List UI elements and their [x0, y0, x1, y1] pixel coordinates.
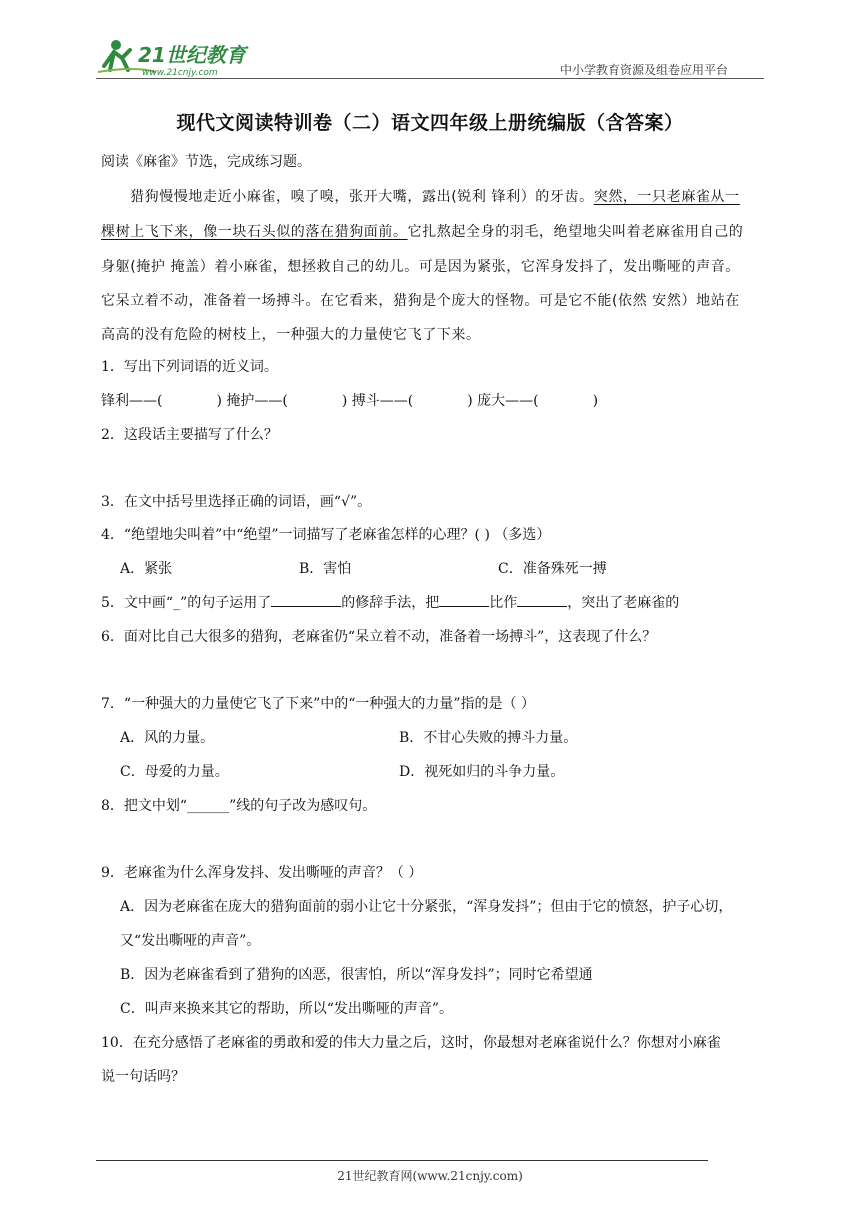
- synonym-item: 锋利——(: [101, 393, 163, 409]
- question-7-option-a: A．风的力量。: [120, 730, 215, 746]
- question-9-option-c: C．叫声来换来其它的帮助，所以“发出嘶哑的声音”。: [120, 1001, 454, 1017]
- footer-divider: [96, 1160, 708, 1161]
- passage-line-1: [130, 186, 740, 206]
- page-title: 现代文阅读特训卷（二）语文四年级上册统编版（含答案）: [176, 112, 684, 134]
- question-1-items: [101, 390, 598, 410]
- footer-text: 21世纪教育网(www.21cnjy.com): [337, 1169, 523, 1183]
- passage-underlined-text: 棵树上飞下来，像一块石头似的落在猎狗面前。: [101, 224, 408, 240]
- question-9: 9．老麻雀为什么浑身发抖、发出嘶哑的声音？（ ）: [101, 865, 423, 881]
- passage-underlined-text: 突然，一只老麻雀从一: [593, 189, 740, 205]
- question-9-option-b: B．因为老麻雀看到了猎狗的凶恶，很害怕，所以“浑身发抖”；同时它希望通: [120, 967, 593, 983]
- logo: [96, 36, 256, 80]
- question-2: 2．这段话主要描写了什么？: [101, 427, 278, 443]
- question-7-option-c: C．母爱的力量。: [120, 764, 229, 780]
- synonym-item: ) 搏斗——(: [341, 393, 414, 409]
- logo-text: 21世纪教育: [138, 43, 246, 67]
- header-divider: [96, 78, 764, 79]
- passage-line-3: 身躯(掩护 掩盖）着小麻雀，想拯救自己的幼儿。可是因为紧张，它浑身发抖了，发出嘶哑的声音。: [101, 259, 740, 275]
- synonym-item: ): [592, 393, 599, 409]
- passage-line-4: 它呆立着不动，准备着一场搏斗。在它看来，猎狗是个庞大的怪物。可是它不能(依然 安然）地站在: [101, 293, 740, 309]
- question-4-option-b: B．害怕: [299, 561, 352, 577]
- passage-line-2: [101, 221, 743, 241]
- question-8: 8．把文中划“______”线的句子改为感叹句。: [101, 798, 377, 814]
- question-7: 7．“一种强大的力量使它飞了下来”中的“一种强大的力量”指的是（ ）: [101, 696, 535, 712]
- question-7-option-b: B．不甘心失败的搏斗力量。: [399, 730, 578, 746]
- passage-line-5: 高高的没有危险的树枝上，一种强大的力量使它飞了下来。: [101, 327, 481, 343]
- answer-blank[interactable]: [271, 592, 341, 607]
- passage-text: 它扎熬起全身的羽毛，绝望地尖叫着老麻雀用自己的: [407, 224, 744, 240]
- synonym-item: ) 掩护——(: [216, 393, 288, 409]
- intro-text: 阅读《麻雀》节选，完成练习题。: [101, 154, 311, 170]
- question-4: 4．“绝望地尖叫着”中“绝望”一词描写了老麻雀怎样的心理？( ) （多选）: [101, 527, 551, 543]
- runner-logo-icon: [96, 36, 256, 80]
- question-4-option-a: A．紧张: [120, 561, 173, 577]
- passage-text: 猎狗慢慢地走近小麻雀，嗅了嗅，张开大嘴，露出(锐利 锋利）的牙齿。: [130, 189, 594, 205]
- question-7-option-d: D．视死如归的斗争力量。: [399, 764, 565, 780]
- synonym-item: ) 庞大——(: [467, 393, 539, 409]
- question-9-option-a-line2: 又“发出嘶哑的声音”。: [120, 933, 261, 949]
- question-5-text: ，突出了老麻雀的: [567, 595, 680, 611]
- answer-blank[interactable]: [517, 592, 567, 607]
- question-1: 1．写出下列词语的近义词。: [101, 359, 278, 375]
- question-3: 3．在文中括号里选择正确的词语，画“√”。: [101, 494, 372, 510]
- logo-url: www.21cnjy.com: [142, 68, 218, 78]
- question-5: [101, 592, 679, 612]
- question-6: 6．面对比自己大很多的猎狗，老麻雀仍“呆立着不动，准备着一场搏斗”，这表现了什么？: [101, 629, 657, 645]
- answer-blank[interactable]: [439, 592, 489, 607]
- question-5-text: 5．文中画“_”的句子运用了: [101, 595, 272, 611]
- question-10-line2: 说一句话吗？: [101, 1069, 185, 1085]
- question-5-text: 比作: [489, 595, 518, 611]
- question-10-line1: 10．在充分感悟了老麻雀的勇敢和爱的伟大力量之后，这时，你最想对老麻雀说什么？你想对小麻雀: [101, 1035, 721, 1051]
- question-5-text: 的修辞手法，把: [341, 595, 440, 611]
- header-platform-text: 中小学教育资源及组卷应用平台: [560, 63, 729, 77]
- question-9-option-a-line1: A．因为老麻雀在庞大的猎狗面前的弱小让它十分紧张，“浑身发抖”；但由于它的愤怒，护子心切，: [120, 899, 733, 915]
- question-4-option-c: C．准备殊死一搏: [498, 561, 607, 577]
